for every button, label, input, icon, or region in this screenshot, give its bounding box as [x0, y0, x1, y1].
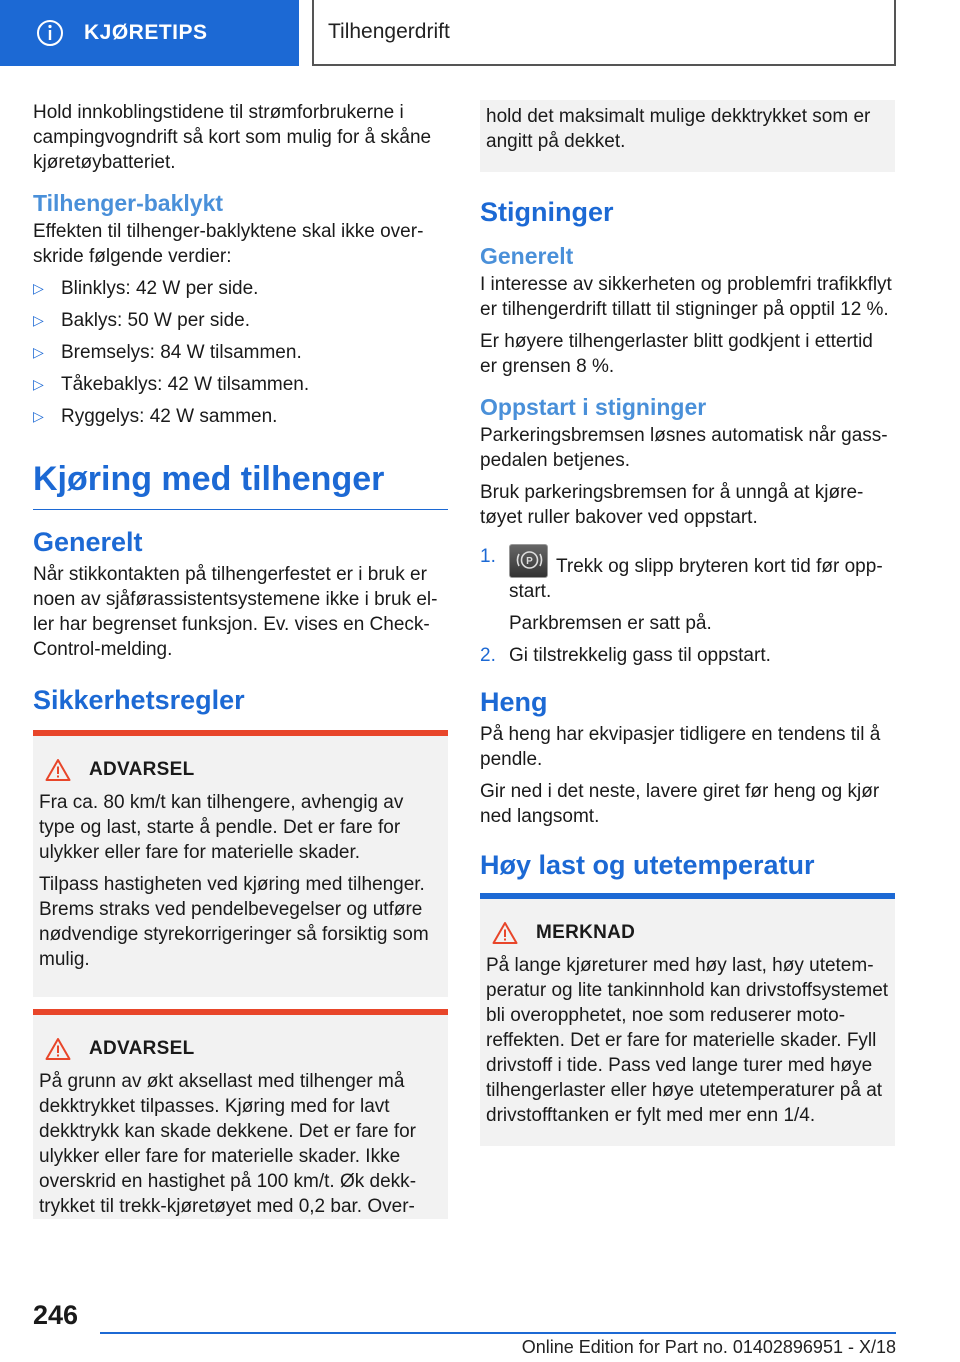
- edition-text: Online Edition for Part no. 01402896951 - X/18: [521, 1337, 896, 1357]
- warning-triangle-icon: [45, 1037, 71, 1061]
- section-label: KJØRETIPS: [84, 21, 208, 44]
- intro-text: Hold innkoblingstidene til strømforbrukerne i campingvogndrift så kort som mulig for å skåne kjøretøybatteriet.: [33, 102, 432, 173]
- parking-brake-icon: [509, 544, 548, 578]
- triangle-bullet-icon: ▷: [33, 280, 44, 296]
- list-item: ▷ Bremselys: 84 W tilsammen.: [33, 342, 302, 363]
- triangle-bullet-icon: ▷: [33, 312, 44, 328]
- list-item: 2. Gi tilstrekkelig gass til oppstart.: [480, 645, 771, 666]
- start-text: Bruk parkeringsbremsen for å unngå at kjøretøyet ruller bakover ved oppstart.: [480, 482, 864, 528]
- list-item: ▷ Ryggelys: 42 W sammen.: [33, 406, 278, 427]
- downhill-text: På heng har ekvipasjer tidligere en tendens til å pendle.: [480, 724, 881, 770]
- safety-heading: Sikkerhetsregler: [33, 685, 245, 715]
- footer-rule: [100, 1332, 896, 1334]
- downhill-text: Gir ned i det neste, lavere giret før heng og kjør ned langsomt.: [480, 781, 880, 827]
- slopes-heading: Stigninger: [480, 197, 614, 227]
- general-heading: Generelt: [33, 527, 143, 557]
- rear-lights-list: [33, 276, 448, 429]
- warning-text: Tilpass hastigheten ved kjøring med tilhenger. Brems straks ved pendelbevegelser og utføre nødvendige styrekorrigeringer så forsiktig som mulig.: [39, 874, 429, 970]
- warning-label: ADVARSEL: [89, 759, 195, 780]
- list-item: 1. P Trekk og slipp bryteren kort tid før oppstart. Parkbremsen er satt på.: [480, 544, 895, 636]
- warning-text: Fra ca. 80 km/t kan tilhengere, avhengig av type og last, starte å pendle. Det er fare for ulykker eller fare for materielle skader.: [39, 792, 404, 863]
- warning-triangle-icon: [492, 921, 518, 945]
- downhill-heading: Heng: [480, 687, 548, 717]
- continued-warning-box: [480, 100, 895, 172]
- warning-text: På grunn av økt aksellast med tilhenger må dekktrykket tilpasses. Kjøring med for lavt dekktrykk kan skade dekkene. Det er fare for ulykker eller fare for materielle skader. Ikke overskrid en hastighet på 100 km/t. Øk dekktrykket til trekk-kjøretøyet med 0,2 bar. Over-: [39, 1071, 417, 1217]
- list-item: ▷ Tåkebaklys: 42 W tilsammen.: [33, 374, 310, 395]
- chapter-label: Tilhengerdrift: [328, 20, 450, 43]
- warning-label: ADVARSEL: [89, 1038, 195, 1059]
- warning-box: [33, 730, 448, 997]
- note-label: MERKNAD: [536, 922, 636, 943]
- slopes-text: I interesse av sikkerheten og problemfri trafikkflyt er tilhengerdrift tillatt til stigninger på opptil 12 %.: [480, 274, 892, 320]
- info-icon: [36, 19, 64, 47]
- general-text: Når stikkontakten på tilhengerfestet er i bruk er noen av sjåførassistentsystemene ikke i bruk eller har begrenset funksjon. Ev. vises en Check-Control-melding.: [33, 564, 438, 660]
- steps-list: [480, 544, 895, 668]
- slopes-text: Er høyere tilhengerlaster blitt godkjent i ettertid er grensen 8 %.: [480, 331, 873, 377]
- list-item: ▷ Baklys: 50 W per side.: [33, 310, 251, 331]
- continued-text: hold det maksimalt mulige dekktrykket som er angitt på dekket.: [486, 106, 871, 152]
- list-item: ▷ Blinklys: 42 W per side.: [33, 278, 259, 299]
- svg-text:P: P: [526, 556, 533, 567]
- left-column: [33, 100, 448, 1219]
- rear-lights-text: Effekten til tilhenger-baklyktene skal ikke overskride følgende verdier:: [33, 221, 424, 267]
- triangle-bullet-icon: ▷: [33, 344, 44, 360]
- triangle-bullet-icon: ▷: [33, 408, 44, 424]
- triangle-bullet-icon: ▷: [33, 376, 44, 392]
- slopes-general-heading: Generelt: [480, 243, 574, 269]
- chapter-title: Kjøring med tilhenger: [33, 459, 448, 510]
- heat-heading: Høy last og utetemperatur: [480, 850, 815, 880]
- section-tab[interactable]: [0, 0, 299, 66]
- note-box: [480, 893, 895, 1146]
- note-text: På lange kjøreturer med høy last, høy utetemperatur og lite tankinnhold kan drivstoffsystemet bli overopphetet, noe som reduserer motoreffekten. Det er fare for materielle skader. Fyll drivstoff i tide. Pass ved lange turer med høye tilhengerlaster eller høye utetemperaturer på at drivstofftanken er fylt med mer enn 1/4.: [486, 955, 889, 1126]
- start-text: Parkeringsbremsen løsnes automatisk når gasspedalen betjenes.: [480, 425, 888, 471]
- warning-box: [33, 1009, 448, 1219]
- right-column: [480, 100, 895, 1146]
- rear-lights-heading: Tilhenger-baklykt: [33, 190, 224, 216]
- warning-triangle-icon: [45, 758, 71, 782]
- chapter-header: [312, 0, 896, 66]
- page-number: 246: [33, 1300, 79, 1330]
- step-note: Parkbremsen er satt på.: [509, 613, 712, 634]
- start-heading: Oppstart i stigninger: [480, 394, 707, 420]
